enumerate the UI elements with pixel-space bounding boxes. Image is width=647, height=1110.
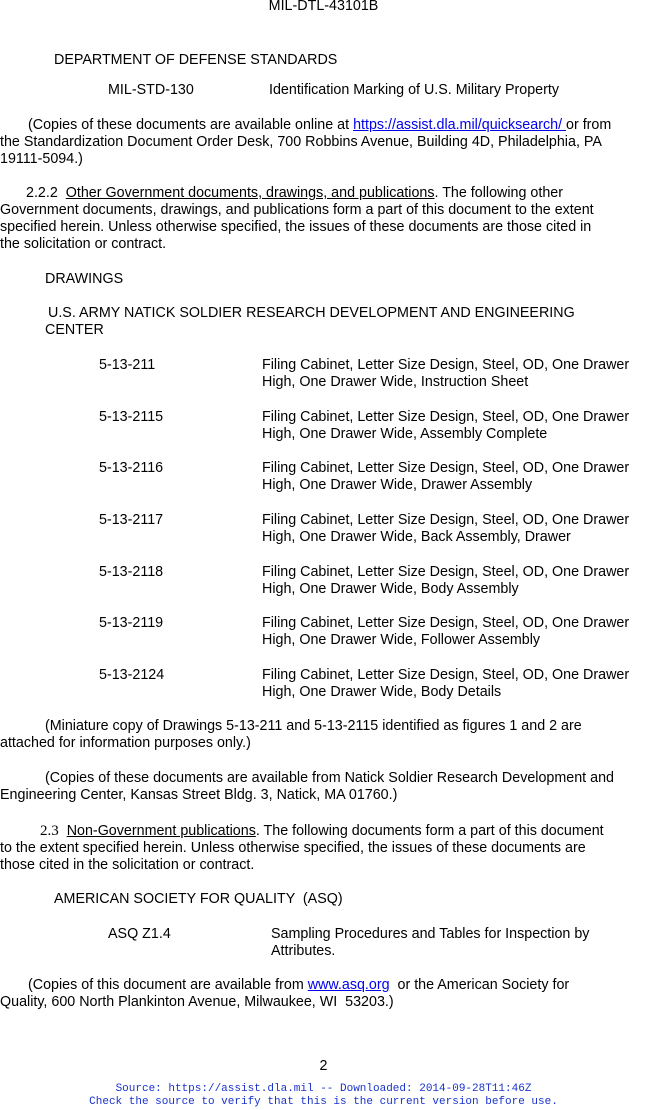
section-222-paragraph	[0, 185, 640, 253]
section-23-line2: to the extent specified herein. Unless otherwise specified, the issues of these documents are	[0, 840, 586, 856]
drawing-desc-line1: Filing Cabinet, Letter Size Design, Steel, OD, One Drawer	[262, 667, 630, 683]
drawing-desc-line2: High, One Drawer Wide, Body Details	[262, 684, 502, 700]
dod-copies-suffix: or from	[566, 117, 612, 133]
section-222-number: 2.2.2	[26, 185, 58, 201]
assist-quicksearch-link[interactable]: https://assist.dla.mil/quicksearch/	[353, 117, 567, 133]
footer-source-line: Source: https://assist.dla.mil -- Downloaded: 2014-09-28T11:46Z	[115, 1083, 532, 1095]
section-222-line3: specified herein. Unless otherwise specified, the issues of these documents are those cited in	[0, 219, 592, 235]
section-222-suffix: . The following other	[434, 185, 563, 201]
dod-standards-heading: DEPARTMENT OF DEFENSE STANDARDS	[54, 52, 338, 68]
dod-copies-prefix: (Copies of these documents are available online at	[28, 117, 354, 133]
drawing-description	[262, 615, 647, 649]
dod-copies-line2: the Standardization Document Order Desk, 700 Robbins Avenue, Building 4D, Philadelphia, PA	[0, 134, 602, 150]
std-number: MIL-STD-130	[108, 82, 194, 98]
dod-copies-line3: 19111-5094.)	[0, 151, 83, 167]
asq-copies-paragraph	[0, 977, 640, 1011]
drawing-desc-line2: High, One Drawer Wide, Drawer Assembly	[262, 477, 533, 493]
section-23-number: 2.3	[40, 823, 59, 839]
miniature-note-paragraph	[0, 718, 640, 752]
drawing-description	[262, 512, 647, 546]
drawing-number: 5-13-211	[99, 357, 156, 373]
asq-std-title-line2: Attributes.	[271, 943, 336, 959]
drawings-heading: DRAWINGS	[45, 271, 124, 287]
drawing-description	[262, 357, 647, 391]
drawing-number: 5-13-2124	[99, 667, 165, 683]
asq-std-number: ASQ Z1.4	[108, 926, 171, 942]
asq-copies-line2: Quality, 600 North Plankinton Avenue, Milwaukee, WI 53203.)	[0, 994, 394, 1010]
asq-std-title-line1: Sampling Procedures and Tables for Inspection by	[271, 926, 590, 942]
drawing-desc-line2: High, One Drawer Wide, Body Assembly	[262, 581, 519, 597]
drawing-desc-line1: Filing Cabinet, Letter Size Design, Steel, OD, One Drawer	[262, 460, 630, 476]
drawing-description	[262, 409, 647, 443]
std-title: Identification Marking of U.S. Military Property	[269, 82, 560, 98]
footer-verify-line: Check the source to verify that this is the current version before use.	[89, 1096, 558, 1108]
miniature-line1: (Miniature copy of Drawings 5-13-211 and 5-13-2115 identified as figures 1 and 2 are	[45, 718, 582, 734]
drawing-number: 5-13-2115	[99, 409, 164, 425]
drawing-desc-line1: Filing Cabinet, Letter Size Design, Steel, OD, One Drawer	[262, 615, 630, 631]
section-23-paragraph	[0, 823, 640, 874]
drawing-desc-line1: Filing Cabinet, Letter Size Design, Steel, OD, One Drawer	[262, 512, 630, 528]
section-222-line4: the solicitation or contract.	[0, 236, 167, 252]
page-number: 2	[319, 1058, 328, 1074]
asq-copies-prefix: (Copies of this document are available from	[28, 977, 308, 993]
section-23-line3: those cited in the solicitation or contract.	[0, 857, 255, 873]
section-222-line2: Government documents, drawings, and publications form a part of this document to the extent	[0, 202, 594, 218]
drawings-copies-line1: (Copies of these documents are available from Natick Soldier Research Development and	[45, 770, 614, 786]
drawing-number: 5-13-2119	[99, 615, 164, 631]
asq-std-title	[271, 926, 641, 960]
drawing-description	[262, 667, 647, 701]
document-id-header: MIL-DTL-43101B	[268, 0, 379, 14]
section-23-title: Non-Government publications	[66, 823, 256, 839]
drawing-description	[262, 460, 647, 494]
drawing-desc-line2: High, One Drawer Wide, Instruction Sheet	[262, 374, 529, 390]
drawings-copies-paragraph	[0, 770, 640, 804]
asq-copies-suffix: or the American Society for	[389, 977, 570, 993]
section-23-suffix: . The following documents form a part of this document	[255, 823, 604, 839]
drawing-desc-line1: Filing Cabinet, Letter Size Design, Steel, OD, One Drawer	[262, 357, 630, 373]
drawing-desc-line2: High, One Drawer Wide, Follower Assembly	[262, 632, 541, 648]
download-source-footer	[0, 1083, 647, 1109]
drawing-description	[262, 564, 647, 598]
drawing-desc-line1: Filing Cabinet, Letter Size Design, Steel, OD, One Drawer	[262, 564, 630, 580]
org-line1: U.S. ARMY NATICK SOLDIER RESEARCH DEVELOPMENT AND ENGINEERING	[48, 305, 575, 321]
asq-website-link[interactable]: www.asq.org	[307, 977, 390, 993]
section-222-title: Other Government documents, drawings, and publications	[65, 185, 435, 201]
org-line2: CENTER	[45, 322, 104, 338]
miniature-line2: attached for information purposes only.)	[0, 735, 251, 751]
drawing-desc-line1: Filing Cabinet, Letter Size Design, Steel, OD, One Drawer	[262, 409, 630, 425]
asq-heading: AMERICAN SOCIETY FOR QUALITY (ASQ)	[54, 891, 343, 907]
drawing-desc-line2: High, One Drawer Wide, Assembly Complete	[262, 426, 548, 442]
dod-copies-paragraph	[0, 117, 640, 168]
drawings-copies-line2: Engineering Center, Kansas Street Bldg. 3, Natick, MA 01760.)	[0, 787, 398, 803]
drawing-desc-line2: High, One Drawer Wide, Back Assembly, Drawer	[262, 529, 571, 545]
drawing-number: 5-13-2117	[99, 512, 164, 528]
drawing-number: 5-13-2116	[99, 460, 164, 476]
drawing-number: 5-13-2118	[99, 564, 164, 580]
